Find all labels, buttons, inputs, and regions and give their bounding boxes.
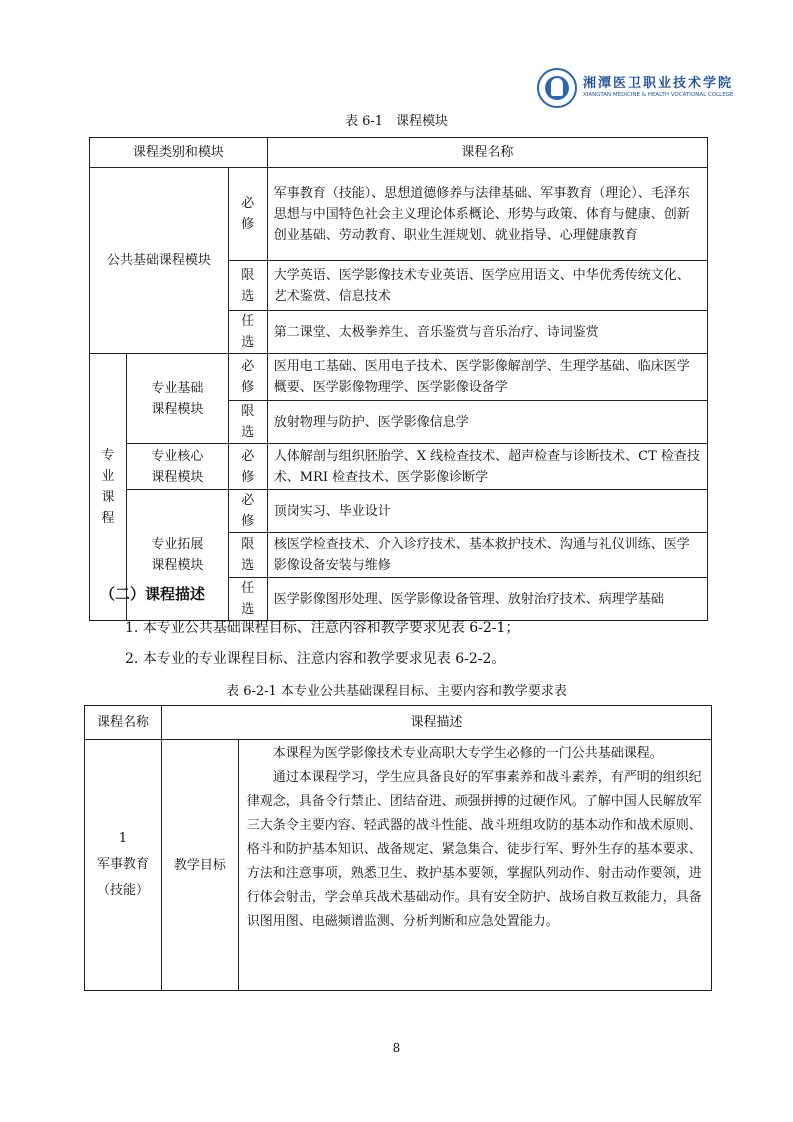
course-type: 限选 <box>228 401 267 444</box>
table2-caption: 表 6-2-1 本专业公共基础课程目标、主要内容和教学要求表 <box>226 684 567 699</box>
page-number: 8 <box>392 1041 401 1055</box>
course-list: 人体解剖与组织胚胎学、X 线检查技术、超声检查与诊断技术、CT 检查技术、MRI 检查技术、医学影像诊断学 <box>267 444 707 490</box>
basic-module-label: 专业基础 课程模块 <box>126 354 228 444</box>
public-course-description-table <box>84 705 712 991</box>
college-logo <box>537 68 734 110</box>
course-list: 医用电工基础、医用电子技术、医学影像解剖学、生理学基础、临床医学概要、医学影像物理学、医学影像设备学 <box>267 354 707 401</box>
table1-header-courses: 课程名称 <box>267 138 707 168</box>
section-item: 1. 本专业公共基础课程目标、注意内容和教学要求见表 6-2-1； <box>125 620 520 636</box>
table1-caption: 表 6-1 课程模块 <box>344 114 449 129</box>
course-type: 必修 <box>228 168 267 261</box>
course-description <box>238 740 711 991</box>
course-list: 放射物理与防护、医学影像信息学 <box>267 401 707 444</box>
course-name-cell: 1 军事教育 （技能） <box>85 740 162 991</box>
course-type: 限选 <box>228 533 267 578</box>
aspect-label: 教学目标 <box>161 740 238 991</box>
section-item: 2. 本专业的专业课程目标、注意内容和教学要求见表 6-2-2。 <box>125 651 506 667</box>
section-heading: （二）课程描述 <box>100 585 206 603</box>
public-module-label: 公共基础课程模块 <box>90 168 229 354</box>
table2-header-name: 课程名称 <box>85 706 162 740</box>
description-paragraph: 通过本课程学习，学生应具备良好的军事素养和战斗素养，有严明的组织纪律观念，具备令行禁止、团结奋进、顽强拼搏的过硬作风。了解中国人民解放军三大条令主要内容、轻武器的战斗性能、战斗班组攻防的基本动作和战术原则、格斗和防护基本知识、战备规定、紧急集合、徒步行军、野外生存的基本要求、方法和注意事项，熟悉卫生、救护基本要领，掌握队列动作、射击动作要领，进行体会射击，学会单兵战术基础动作。具有安全防护、战场自救互救能力，具备识图用图、电磁频谱监测、分析判断和应急处置能力。 <box>246 770 702 929</box>
course-list: 核医学检查技术、介入诊疗技术、基本救护技术、沟通与礼仪训练、医学影像设备安装与维修 <box>267 533 707 578</box>
course-type: 必修 <box>228 354 267 401</box>
course-list: 第二课堂、太极拳养生、音乐鉴赏与音乐治疗、诗词鉴赏 <box>267 311 707 354</box>
major-course-label: 专 业 课 程 <box>90 354 127 621</box>
course-type: 任选 <box>228 311 267 354</box>
course-list: 军事教育（技能）、思想道德修养与法律基础、军事教育（理论）、毛泽东思想与中国特色社会主义理论体系概论、形势与政策、体育与健康、创新创业基础、劳动教育、职业生涯规划、就业指导、心理健康教育 <box>267 168 707 261</box>
college-emblem-icon <box>537 68 577 108</box>
course-type: 必修 <box>228 444 267 490</box>
course-type: 限选 <box>228 261 267 311</box>
college-name: 湘潭医卫职业技术学院 <box>583 76 734 91</box>
course-module-table <box>89 137 708 621</box>
core-module-label: 专业核心 课程模块 <box>126 444 228 490</box>
course-list: 顶岗实习、毕业设计 <box>267 490 707 533</box>
course-list: 医学影像图形处理、医学影像设备管理、放射治疗技术、病理学基础 <box>267 578 707 621</box>
course-type: 任选 <box>228 578 267 621</box>
course-list: 大学英语、医学影像技术专业英语、医学应用语文、中华优秀传统文化、艺术鉴赏、信息技术 <box>267 261 707 311</box>
description-paragraph: 本课程为医学影像技术专业高职大专学生必修的一门公共基础课程。 <box>272 746 663 761</box>
table2-header-desc: 课程描述 <box>161 706 711 740</box>
college-name-en: XIANGTAN MEDICINE & HEALTH VOCATIONAL COLLEGE <box>583 92 734 98</box>
table1-header-category: 课程类别和模块 <box>90 138 268 168</box>
course-type: 必修 <box>228 490 267 533</box>
ext-module-label: 专业拓展 课程模块 <box>126 490 228 621</box>
